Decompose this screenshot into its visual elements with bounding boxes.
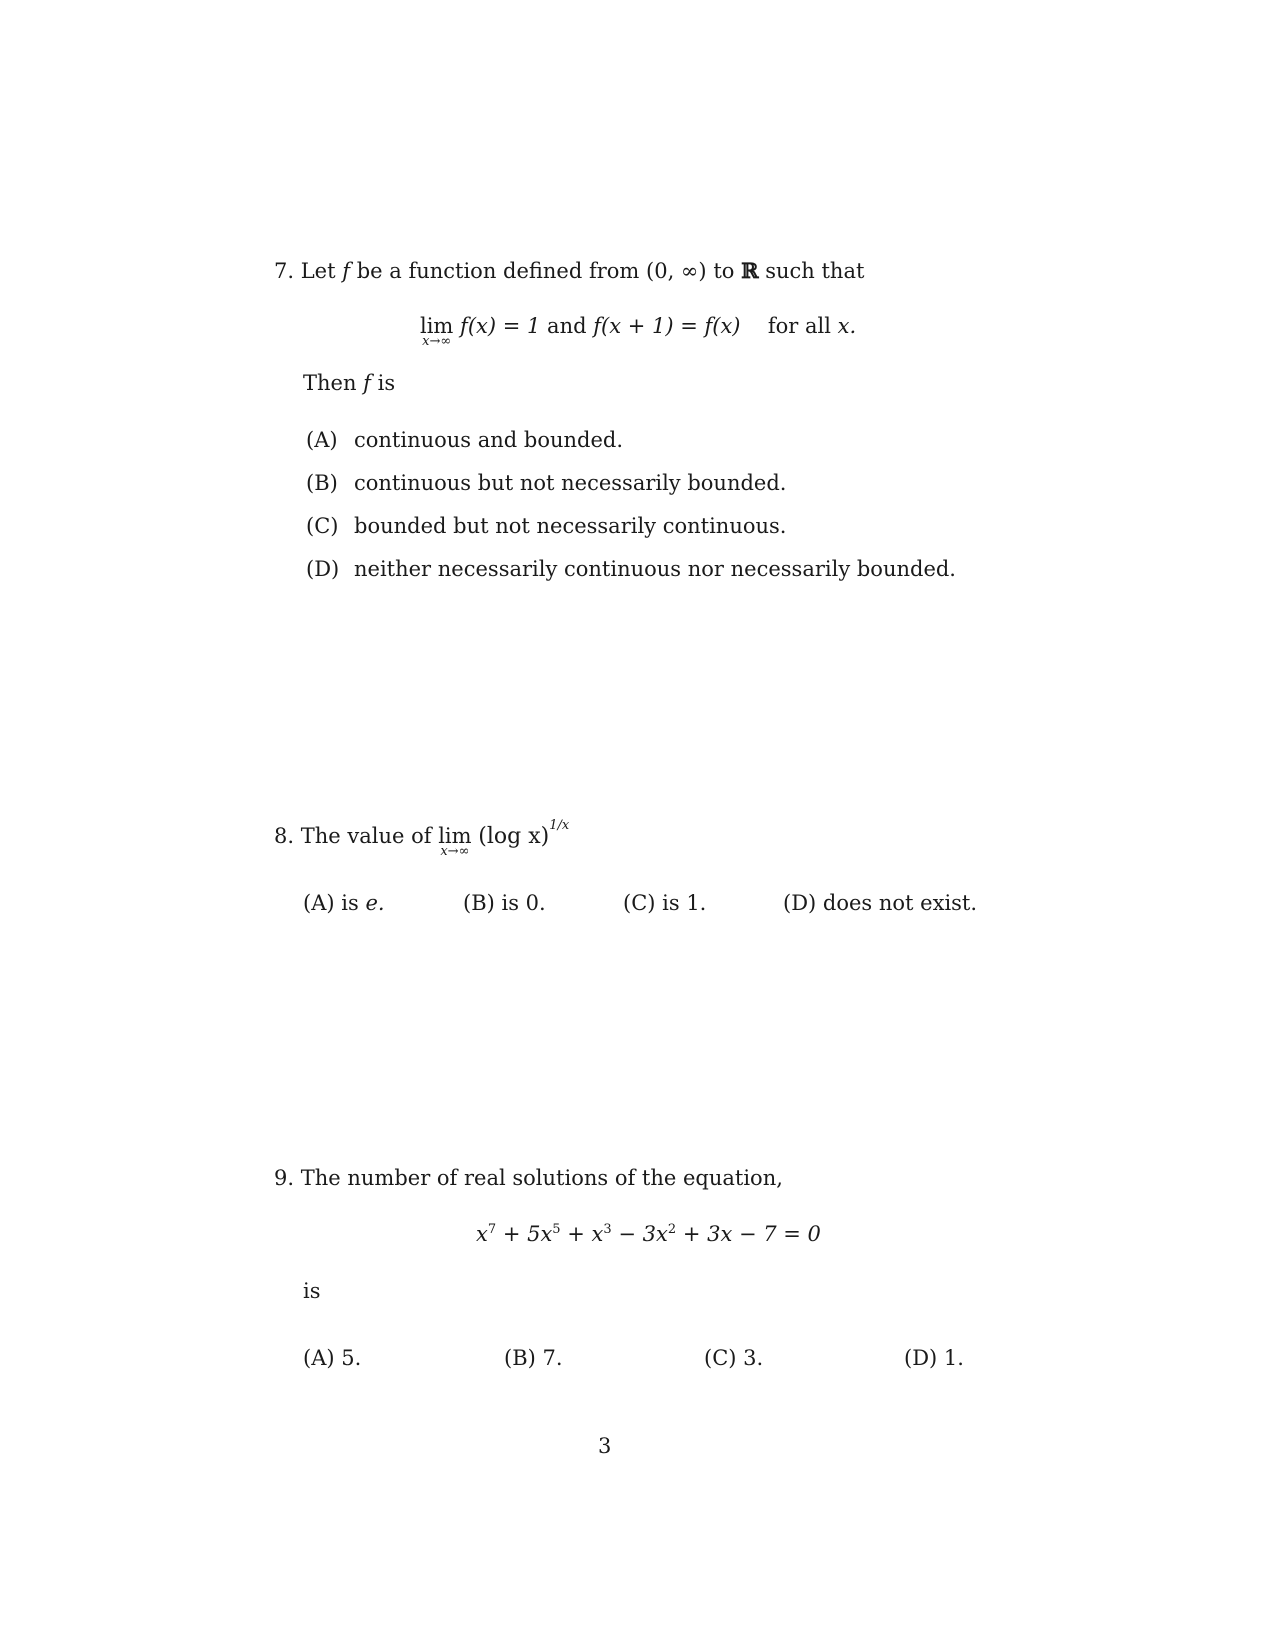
q8-option-math: e.: [365, 891, 385, 915]
q9-option-label: (D): [904, 1346, 938, 1370]
q8-option-d[interactable]: [783, 891, 977, 915]
q8-option-a[interactable]: [303, 891, 385, 915]
q9-eq-exp2: 2: [667, 1222, 677, 1237]
q7-option-label: (D): [306, 557, 340, 581]
q8-option-b[interactable]: [463, 891, 546, 915]
q8-number: 8.: [274, 824, 295, 848]
q9-option-text: 3.: [743, 1346, 764, 1370]
q8-lim-sub: x→∞: [440, 844, 470, 859]
q7-option-text: bounded but not necessarily continuous.: [354, 514, 787, 538]
q8-option-label: (B): [463, 891, 495, 915]
q7-option-a[interactable]: [306, 428, 623, 452]
q9-option-label: (B): [504, 1346, 536, 1370]
q8-lim-word: lim: [438, 824, 472, 848]
q9-option-b[interactable]: [504, 1346, 563, 1370]
q7-text-c: to: [713, 259, 735, 283]
q7-option-text: continuous and bounded.: [354, 428, 624, 452]
q9-eq-x: x: [476, 1222, 488, 1246]
q7-then: [303, 371, 395, 395]
q7-option-label: (A): [306, 428, 338, 452]
q7-interval: (0, ∞): [646, 259, 707, 283]
q9-option-text: 1.: [943, 1346, 964, 1370]
q7-eq-x: x.: [837, 314, 857, 338]
q9-prompt: The number of real solutions of the equation,: [300, 1166, 783, 1190]
q7-option-label: (B): [306, 471, 338, 495]
q7-eq-b: f(x + 1) = f(x): [593, 314, 741, 338]
q9-option-d[interactable]: [904, 1346, 964, 1370]
q7-var-f: f: [342, 259, 351, 283]
q9-eq-term4: + 3x − 7 = 0: [682, 1222, 821, 1246]
q8-stem: [274, 818, 570, 859]
q9-option-a[interactable]: [303, 1346, 361, 1370]
q9-eq-term1: + 5x: [502, 1222, 553, 1246]
q7-then-a: Then: [303, 371, 357, 395]
q9-eq-exp7: 7: [487, 1222, 497, 1237]
q8-option-text: does not exist.: [822, 891, 978, 915]
q7-option-text: neither necessarily continuous nor necessarily bounded.: [354, 557, 956, 581]
q8-option-label: (D): [783, 891, 817, 915]
q8-option-label: (A): [303, 891, 335, 915]
q7-reals: ℝ: [741, 258, 759, 283]
q8-limit: [438, 824, 472, 859]
q9-option-c[interactable]: [704, 1346, 763, 1370]
q7-option-b[interactable]: [306, 471, 786, 495]
q7-eq-and: and: [547, 314, 587, 338]
q7-lim-sub: x→∞: [422, 334, 452, 349]
q7-stem: [274, 258, 864, 283]
q9-stem: [274, 1166, 783, 1190]
q7-option-text: continuous but not necessarily bounded.: [354, 471, 787, 495]
q9-option-text: 5.: [341, 1346, 362, 1370]
q8-option-c[interactable]: [623, 891, 706, 915]
q9-equation: [476, 1222, 821, 1246]
q9-is: is: [303, 1279, 321, 1303]
q7-lim-word: lim: [420, 314, 454, 338]
q7-text-b: be a function defined from: [356, 259, 640, 283]
q7-text-a: Let: [300, 259, 336, 283]
q9-number: 9.: [274, 1166, 295, 1190]
q9-eq-exp3: 3: [603, 1222, 612, 1237]
q9-eq-exp5: 5: [552, 1222, 561, 1237]
q8-option-text: is 0.: [501, 891, 546, 915]
q7-option-c[interactable]: [306, 514, 786, 538]
q7-eq-forall: for all: [767, 314, 831, 338]
q8-prompt: The value of: [300, 824, 432, 848]
q7-option-d[interactable]: [306, 557, 956, 581]
page-number: 3: [598, 1434, 612, 1458]
q7-option-label: (C): [306, 514, 339, 538]
q9-option-label: (A): [303, 1346, 335, 1370]
q9-option-label: (C): [704, 1346, 737, 1370]
q8-exponent: 1/x: [549, 818, 570, 833]
q7-then-f: f: [363, 371, 371, 395]
q7-number: 7.: [274, 259, 295, 283]
q9-eq-term2: + x: [567, 1222, 604, 1246]
q7-eq-a: f(x) = 1: [460, 314, 541, 338]
q8-option-text: is: [341, 891, 359, 915]
q9-option-text: 7.: [542, 1346, 563, 1370]
q9-eq-term3: − 3x: [618, 1222, 668, 1246]
q7-text-d: such that: [765, 259, 865, 283]
q8-option-label: (C): [623, 891, 656, 915]
q7-equation: [420, 314, 857, 349]
q8-option-text: is 1.: [662, 891, 707, 915]
q7-limit: [420, 314, 454, 349]
q7-then-b: is: [377, 371, 396, 395]
q8-expr: (log x): [478, 824, 550, 849]
